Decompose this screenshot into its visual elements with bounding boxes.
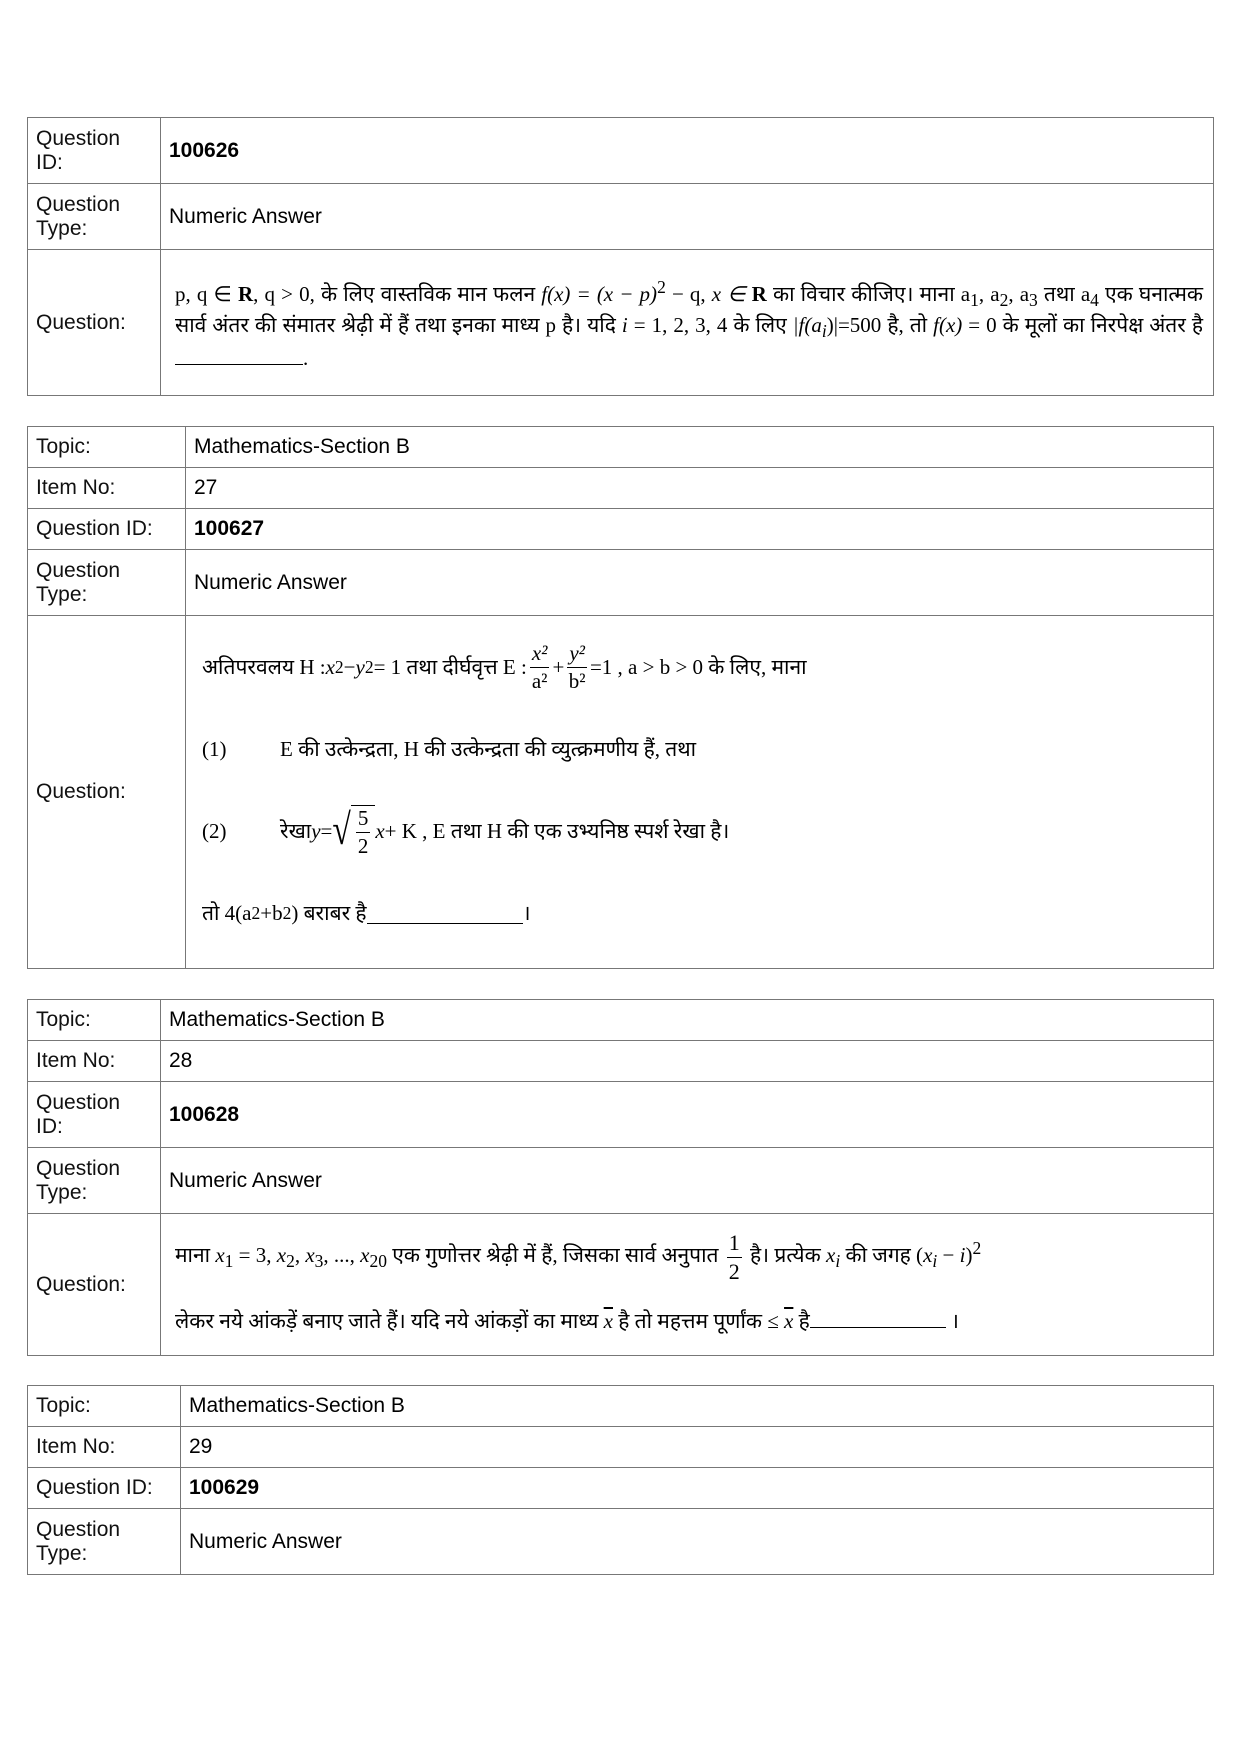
question-label: Question: bbox=[28, 1214, 161, 1356]
question-type-label: Question Type: bbox=[28, 1509, 181, 1575]
fraction-y2-b2: $\frac{\text{y²}}{\text{b²}}$ bbox=[568, 640, 586, 693]
item-no-label: Item No: bbox=[28, 1041, 161, 1082]
answer-blank bbox=[810, 1306, 946, 1328]
question-type-value: Numeric Answer bbox=[161, 1148, 1214, 1214]
question-block-100629 bbox=[27, 1385, 1214, 1575]
answer-blank bbox=[367, 902, 523, 924]
question-id-value: 100627 bbox=[186, 509, 1214, 550]
answer-blank bbox=[175, 343, 303, 365]
question-type-value: Numeric Answer bbox=[186, 550, 1214, 616]
question-block-100628 bbox=[27, 999, 1214, 1356]
question-block-100626 bbox=[27, 117, 1214, 396]
item-no-label: Item No: bbox=[28, 468, 186, 509]
fraction-x2-a2: $\frac{\text{x²}}{\text{a²}}$ bbox=[531, 640, 548, 693]
question-block-100627 bbox=[27, 426, 1214, 969]
question-id-value: 100629 bbox=[181, 1468, 1214, 1509]
item-no-label: Item No: bbox=[28, 1427, 181, 1468]
topic-value: Mathematics-Section B bbox=[181, 1386, 1214, 1427]
question-id-value: 100628 bbox=[161, 1082, 1214, 1148]
question-id-label: Question ID: bbox=[28, 1468, 181, 1509]
question-text bbox=[161, 1214, 1214, 1356]
question-line-1: अतिपरवलय H : x 2 − y 2 = 1 तथा दीर्घवृत्त E : $\frac{\text{x²}}{\text{a²}}$ + $\frac{\text{y²}}{\text{b²}}$ =1 , a > b > 0 के लिए, माना bbox=[202, 640, 807, 693]
question-type-label: Question Type: bbox=[28, 184, 161, 250]
question-line-3: (2) रेखा y = √ $\frac{5}{2}$ x + K , E तथा H की एक उभ्यनिष्ठ स्पर्श रेखा है। bbox=[202, 806, 730, 858]
question-line-1: माना $x_1 = 3$, $x_2$, $x_3$, ..., $x_{20}$ एक गुणोत्तर श्रेढ़ी में हैं, जिसका सार्व अनुपात $\frac{1}{2}$ है। प्रत्येक $x_i$ की जगह $(x_i - i)^2$ bbox=[175, 1229, 982, 1284]
question-type-label: Question Type: bbox=[28, 1148, 161, 1214]
item-no-value: 29 bbox=[181, 1427, 1214, 1468]
question-type-value: Numeric Answer bbox=[181, 1509, 1214, 1575]
question-text: p, q ∈ R, q > 0, के लिए वास्तविक मान फलन $f(x) = (x - p)^2 - q$, x ∈ R का विचार कीजिए। माना $a_1$, $a_2$, $a_3$ तथा $a_4$ एक घनात्मक सार्व अंतर की संमातर श्रेढ़ी में हैं तथा इनका माध्य p है। यदि i = 1, 2, 3, 4 के लिए $|f(a_i)|=500$ है, तो f(x) = 0 के मूलों का निरपेक्ष अंतर है . bbox=[161, 250, 1214, 396]
question-id-label: Question ID: bbox=[28, 1082, 161, 1148]
question-label: Question: bbox=[28, 616, 186, 969]
square-root: √ $\frac{5}{2}$ bbox=[332, 805, 375, 857]
question-label: Question: bbox=[28, 250, 161, 396]
question-id-label: Question ID: bbox=[28, 118, 161, 184]
question-line-4: तो 4(a 2 +b 2 ) बराबर है । bbox=[202, 901, 531, 925]
question-line-2: लेकर नये आंकड़ें बनाए जाते हैं। यदि नये आंकड़ों का माध्य $\overline{x}$ है तो महत्तम पूर्णांक ≤ $\overline{x}$ है । bbox=[175, 1291, 1203, 1351]
question-id-value: 100626 bbox=[161, 118, 1214, 184]
fraction-one-half: $\frac{1}{2}$ bbox=[728, 1229, 740, 1284]
question-type-label: Question Type: bbox=[28, 550, 186, 616]
question-type-value: Numeric Answer bbox=[161, 184, 1214, 250]
topic-label: Topic: bbox=[28, 1386, 181, 1427]
question-text bbox=[186, 616, 1214, 969]
question-id-label: Question ID: bbox=[28, 509, 186, 550]
item-no-value: 27 bbox=[186, 468, 1214, 509]
item-no-value: 28 bbox=[161, 1041, 1214, 1082]
topic-value: Mathematics-Section B bbox=[161, 1000, 1214, 1041]
topic-value: Mathematics-Section B bbox=[186, 427, 1214, 468]
topic-label: Topic: bbox=[28, 427, 186, 468]
question-line-2: (1) E की उत्केन्द्रता, H की उत्केन्द्रता की व्युत्क्रमणीय हैं, तथा bbox=[202, 737, 697, 761]
topic-label: Topic: bbox=[28, 1000, 161, 1041]
